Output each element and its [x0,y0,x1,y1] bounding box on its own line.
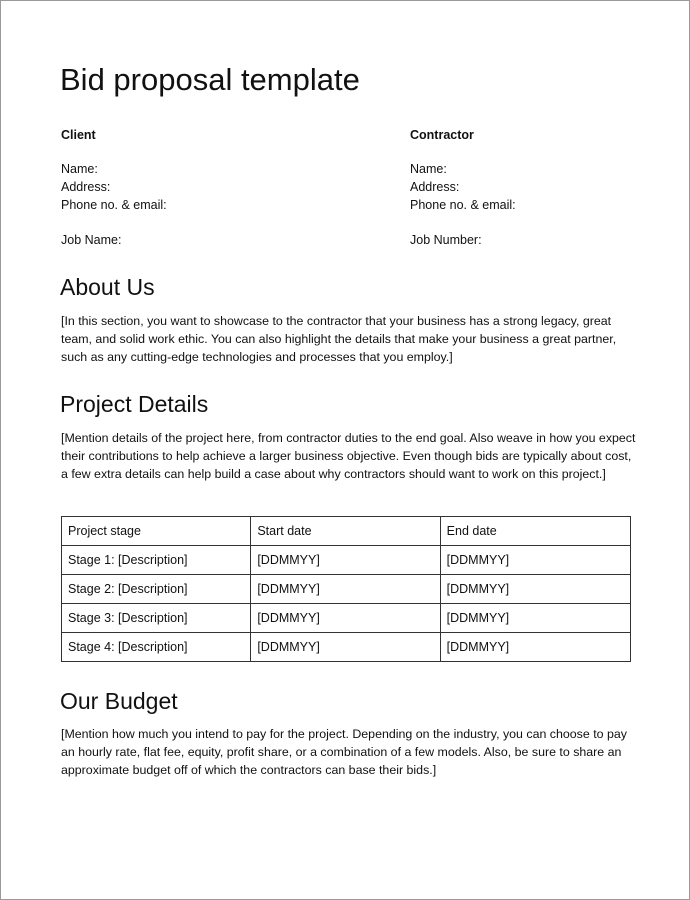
start-date-cell: [DDMMYY] [251,546,440,575]
table-header-row [62,517,631,546]
start-date-cell: [DDMMYY] [251,575,440,604]
table-row [62,546,631,575]
stage-cell: Stage 2: [Description] [62,575,251,604]
table-row [62,633,631,662]
client-contact-label: Phone no. & email: [61,198,167,212]
stage-cell: Stage 1: [Description] [62,546,251,575]
project-stages-table [61,516,631,662]
project-details-body: [Mention details of the project here, from contractor duties to the end goal. Also weave in how you expect their contributions to help achieve a larger business objective. Even though bids are typically about cost, a few extra details can help build a case about why contractors should want to work on this project.] [61,431,636,481]
client-block [61,126,167,249]
document-title: Bid proposal template [60,62,360,97]
about-us-title: About Us [60,274,155,300]
stage-cell: Stage 4: [Description] [62,633,251,662]
stage-cell: Stage 3: [Description] [62,604,251,633]
client-address-label: Address: [61,180,111,194]
end-date-cell: [DDMMYY] [440,575,630,604]
start-date-cell: [DDMMYY] [251,604,440,633]
header-end-date: End date [440,517,630,546]
table-row [62,575,631,604]
end-date-cell: [DDMMYY] [440,633,630,662]
client-job-name-label: Job Name: [61,233,122,247]
end-date-cell: [DDMMYY] [440,546,630,575]
client-heading: Client [61,128,96,142]
contractor-block [410,126,516,249]
end-date-cell: [DDMMYY] [440,604,630,633]
contractor-contact-label: Phone no. & email: [410,198,516,212]
header-start-date: Start date [251,517,440,546]
our-budget-body: [Mention how much you intend to pay for the project. Depending on the industry, you can choose to pay an hourly rate, flat fee, equity, profit share, or a combination of a few models. Also, be sure to share an approximate budget off of which the contractors can base their bids.] [61,727,627,777]
table-row [62,604,631,633]
contractor-address-label: Address: [410,180,460,194]
client-name-label: Name: [61,162,98,176]
our-budget-title: Our Budget [60,688,178,714]
contractor-heading: Contractor [410,128,474,142]
contractor-name-label: Name: [410,162,447,176]
project-details-title: Project Details [60,391,209,417]
header-project-stage: Project stage [62,517,251,546]
contractor-job-number-label: Job Number: [410,233,482,247]
about-us-body: [In this section, you want to showcase to the contractor that your business has a strong legacy, great team, and solid work ethic. You can also highlight the details that make your business a great partner, such as any cutting-edge technologies and processes that you employ.] [61,314,617,364]
start-date-cell: [DDMMYY] [251,633,440,662]
